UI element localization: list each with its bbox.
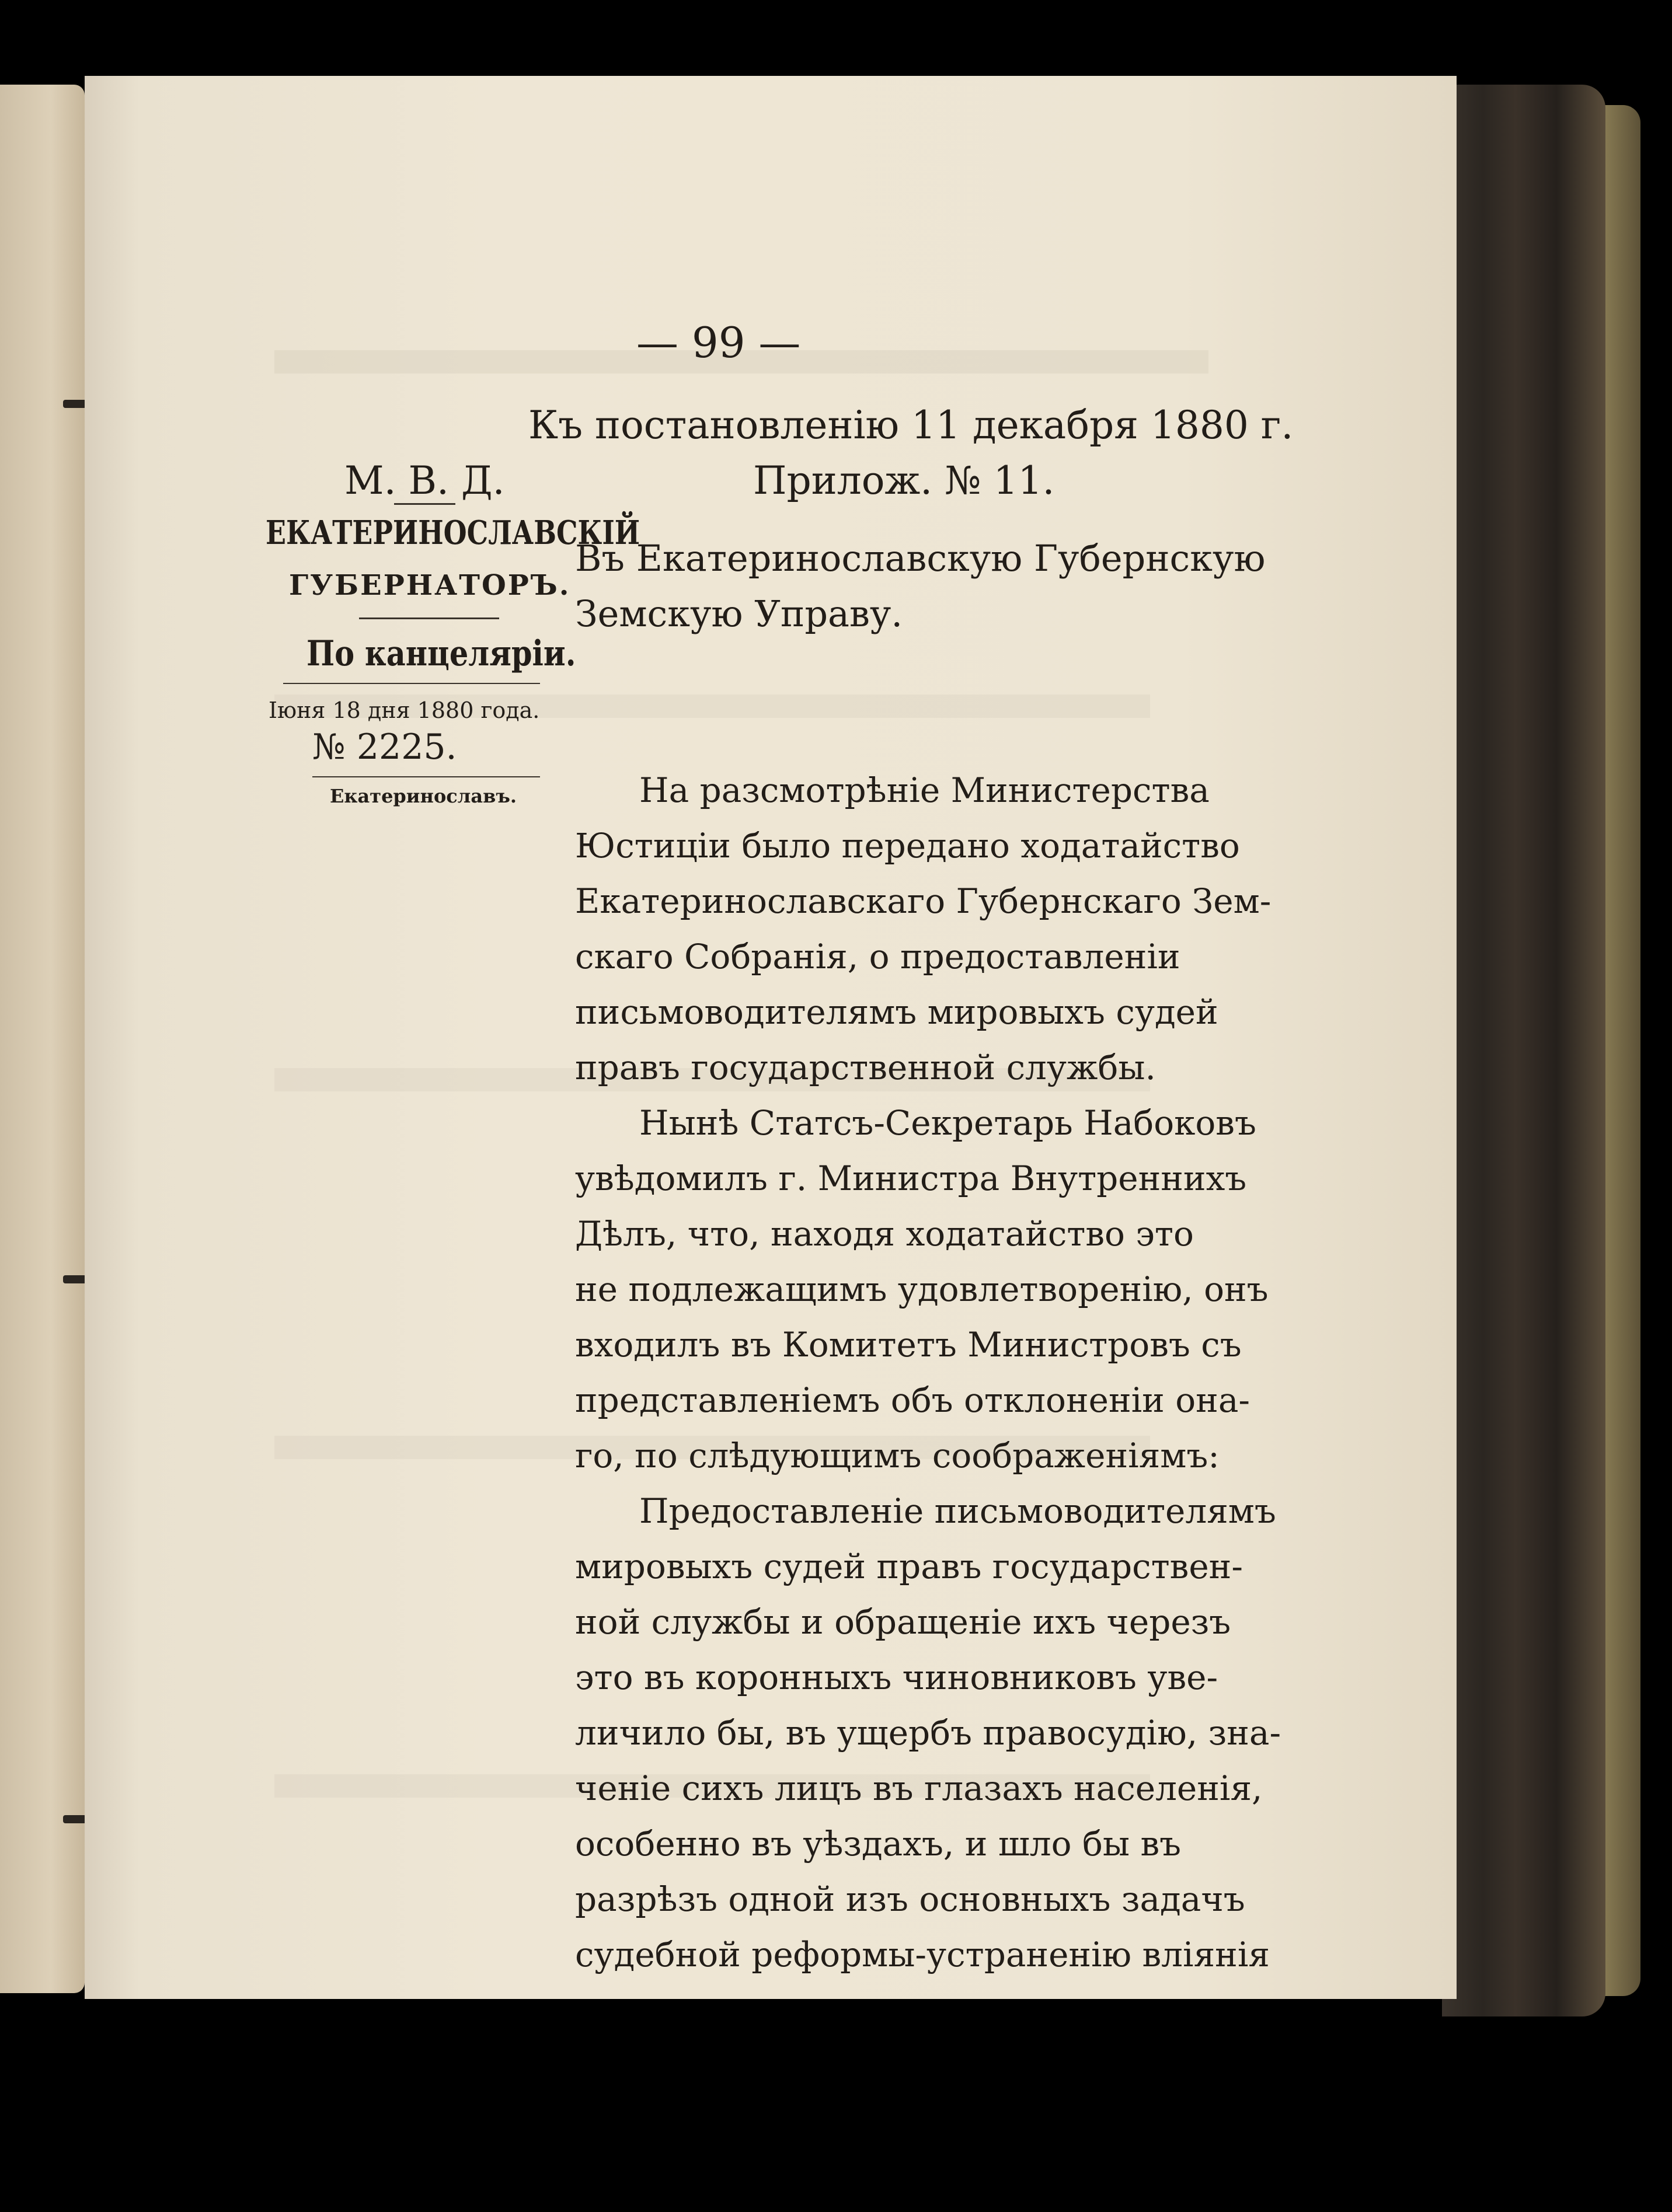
body-line: Дѣлъ, что, находя ходатайство это [575, 1214, 1194, 1254]
binding-clip [63, 1815, 86, 1823]
body-line: правъ государственной службы. [575, 1048, 1156, 1087]
registration-number: № 2225. [312, 727, 457, 767]
appendix-label: Прилож. № 11. [753, 458, 1055, 503]
divider [312, 776, 540, 777]
body-line: не подлежащимъ удовлетворенію, онъ [575, 1269, 1269, 1309]
addressee-line: Въ Екатеринославскую Губернскую [575, 537, 1266, 580]
ministry-abbreviation: М. В. Д. [344, 458, 505, 503]
body-line: Юстиціи было передано ходатайство [575, 826, 1240, 866]
body-line: особенно въ уѣздахъ, и шло бы въ [575, 1824, 1182, 1864]
book-block-edge [1442, 85, 1605, 2016]
body-line: Нынѣ Статсъ-Секретарь Набоковъ [639, 1103, 1256, 1143]
body-line: судебной реформы-устраненію вліянія [575, 1935, 1270, 1974]
body-line: разрѣзъ одной изъ основныхъ задачъ [575, 1879, 1245, 1919]
document-date: Іюня 18 дня 1880 года. [269, 697, 540, 723]
binding-clip [63, 400, 86, 408]
body-line: На разсмотрѣніе Министерства [639, 770, 1210, 810]
body-line: скаго Собранія, о предоставленіи [575, 937, 1180, 976]
body-line: Екатеринославскаго Губернскаго Зем- [575, 881, 1272, 921]
body-line: личило бы, въ ущербъ правосудію, зна- [575, 1713, 1281, 1753]
body-line: входилъ въ Комитетъ Министровъ съ [575, 1325, 1242, 1365]
body-line: Предоставленіе письмоводителямъ [639, 1491, 1276, 1531]
divider [359, 617, 499, 619]
body-line: го, по слѣдующимъ соображеніямъ: [575, 1436, 1220, 1475]
divider [283, 683, 540, 684]
left-page-edge [0, 85, 85, 1993]
office-line: По канцеляріи. [306, 633, 576, 674]
addressee-line: Земскую Управу. [575, 592, 903, 635]
body-line: представленіемъ объ отклоненіи она- [575, 1380, 1250, 1420]
governor-subtitle: ГУБЕРНАТОРЪ. [289, 569, 571, 602]
governor-title: ЕКАТЕРИНОСЛАВСКІЙ [266, 514, 640, 552]
body-line: ченіе сихъ лицъ въ глазахъ населенія, [575, 1768, 1263, 1808]
city-name: Екатеринославъ. [330, 785, 517, 807]
body-line: ной службы и обращеніе ихъ черезъ [575, 1602, 1231, 1642]
page-number: — 99 — [636, 318, 801, 367]
body-line: это въ коронныхъ чиновниковъ уве- [575, 1658, 1218, 1697]
body-line: увѣдомилъ г. Министра Внутреннихъ [575, 1159, 1247, 1198]
divider [394, 503, 455, 505]
body-line: письмоводителямъ мировыхъ судей [575, 992, 1218, 1032]
body-line: мировыхъ судей правъ государствен- [575, 1547, 1243, 1586]
resolution-reference: Къ постановленію 11 декабря 1880 г. [528, 403, 1294, 448]
binding-clip [63, 1275, 86, 1283]
